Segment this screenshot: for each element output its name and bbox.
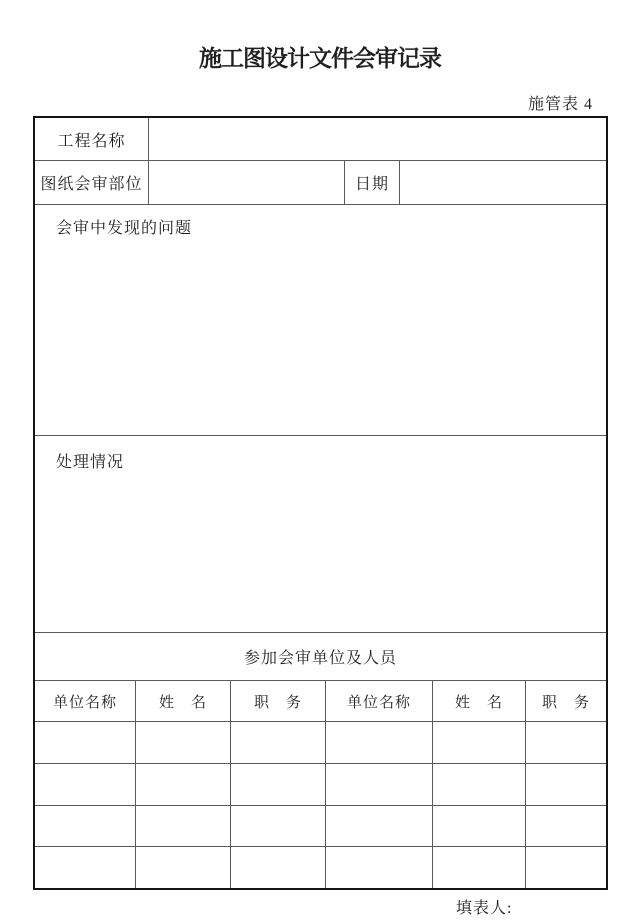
participant-cell[interactable] [230, 722, 325, 763]
date-value-cell[interactable] [400, 161, 606, 204]
column-header-position-1: 职 务 [230, 681, 325, 721]
participants-section-header: 参加会审单位及人员 [35, 632, 606, 680]
participant-cell[interactable] [325, 722, 432, 763]
participant-cell[interactable] [135, 764, 230, 805]
participant-cell[interactable] [230, 847, 325, 888]
form-number-tag: 施管表 4 [527, 96, 593, 113]
participant-row [35, 846, 606, 888]
participant-cell[interactable] [230, 764, 325, 805]
participant-row [35, 721, 606, 763]
participants-column-header-row [35, 680, 606, 721]
participant-cell[interactable] [432, 847, 525, 888]
participant-cell[interactable] [432, 722, 525, 763]
participant-cell[interactable] [525, 764, 606, 805]
project-name-row [35, 118, 606, 160]
column-header-unit-name-1: 单位名称 [52, 694, 117, 711]
participant-cell[interactable] [525, 847, 606, 888]
form-filler-label: 填表人: [456, 900, 513, 917]
column-header-person-name-1: 姓 名 [135, 681, 230, 721]
participant-cell[interactable] [35, 764, 135, 805]
participant-cell[interactable] [35, 722, 135, 763]
project-name-value-cell[interactable] [149, 118, 606, 160]
review-part-value-cell[interactable] [149, 161, 345, 204]
review-part-row [35, 160, 606, 204]
page-title: 施工图设计文件会审记录 [199, 45, 441, 71]
issues-found-cell[interactable] [35, 204, 606, 435]
participant-row [35, 763, 606, 805]
column-header-unit-name-2: 单位名称 [325, 681, 432, 721]
participant-cell[interactable] [230, 806, 325, 847]
review-part-label: 图纸会审部位 [35, 161, 149, 204]
participant-cell[interactable] [525, 806, 606, 847]
participant-cell[interactable] [432, 806, 525, 847]
project-name-label: 工程名称 [35, 118, 149, 160]
participant-cell[interactable] [135, 806, 230, 847]
participant-cell[interactable] [135, 847, 230, 888]
handling-label: 处理情况 [56, 454, 125, 471]
participant-cell[interactable] [35, 806, 135, 847]
participant-row [35, 805, 606, 847]
issues-found-label: 会审中发现的问题 [56, 220, 193, 237]
column-header-person-name-2: 姓 名 [432, 681, 525, 721]
handling-cell[interactable] [35, 435, 606, 632]
column-header-position-2: 职 务 [525, 681, 606, 721]
participant-cell[interactable] [325, 806, 432, 847]
participant-cell[interactable] [525, 722, 606, 763]
review-record-table [33, 116, 608, 890]
date-label: 日期 [345, 161, 400, 204]
participant-cell[interactable] [432, 764, 525, 805]
participant-cell[interactable] [35, 847, 135, 888]
participant-cell[interactable] [325, 764, 432, 805]
participant-cell[interactable] [135, 722, 230, 763]
participant-cell[interactable] [325, 847, 432, 888]
